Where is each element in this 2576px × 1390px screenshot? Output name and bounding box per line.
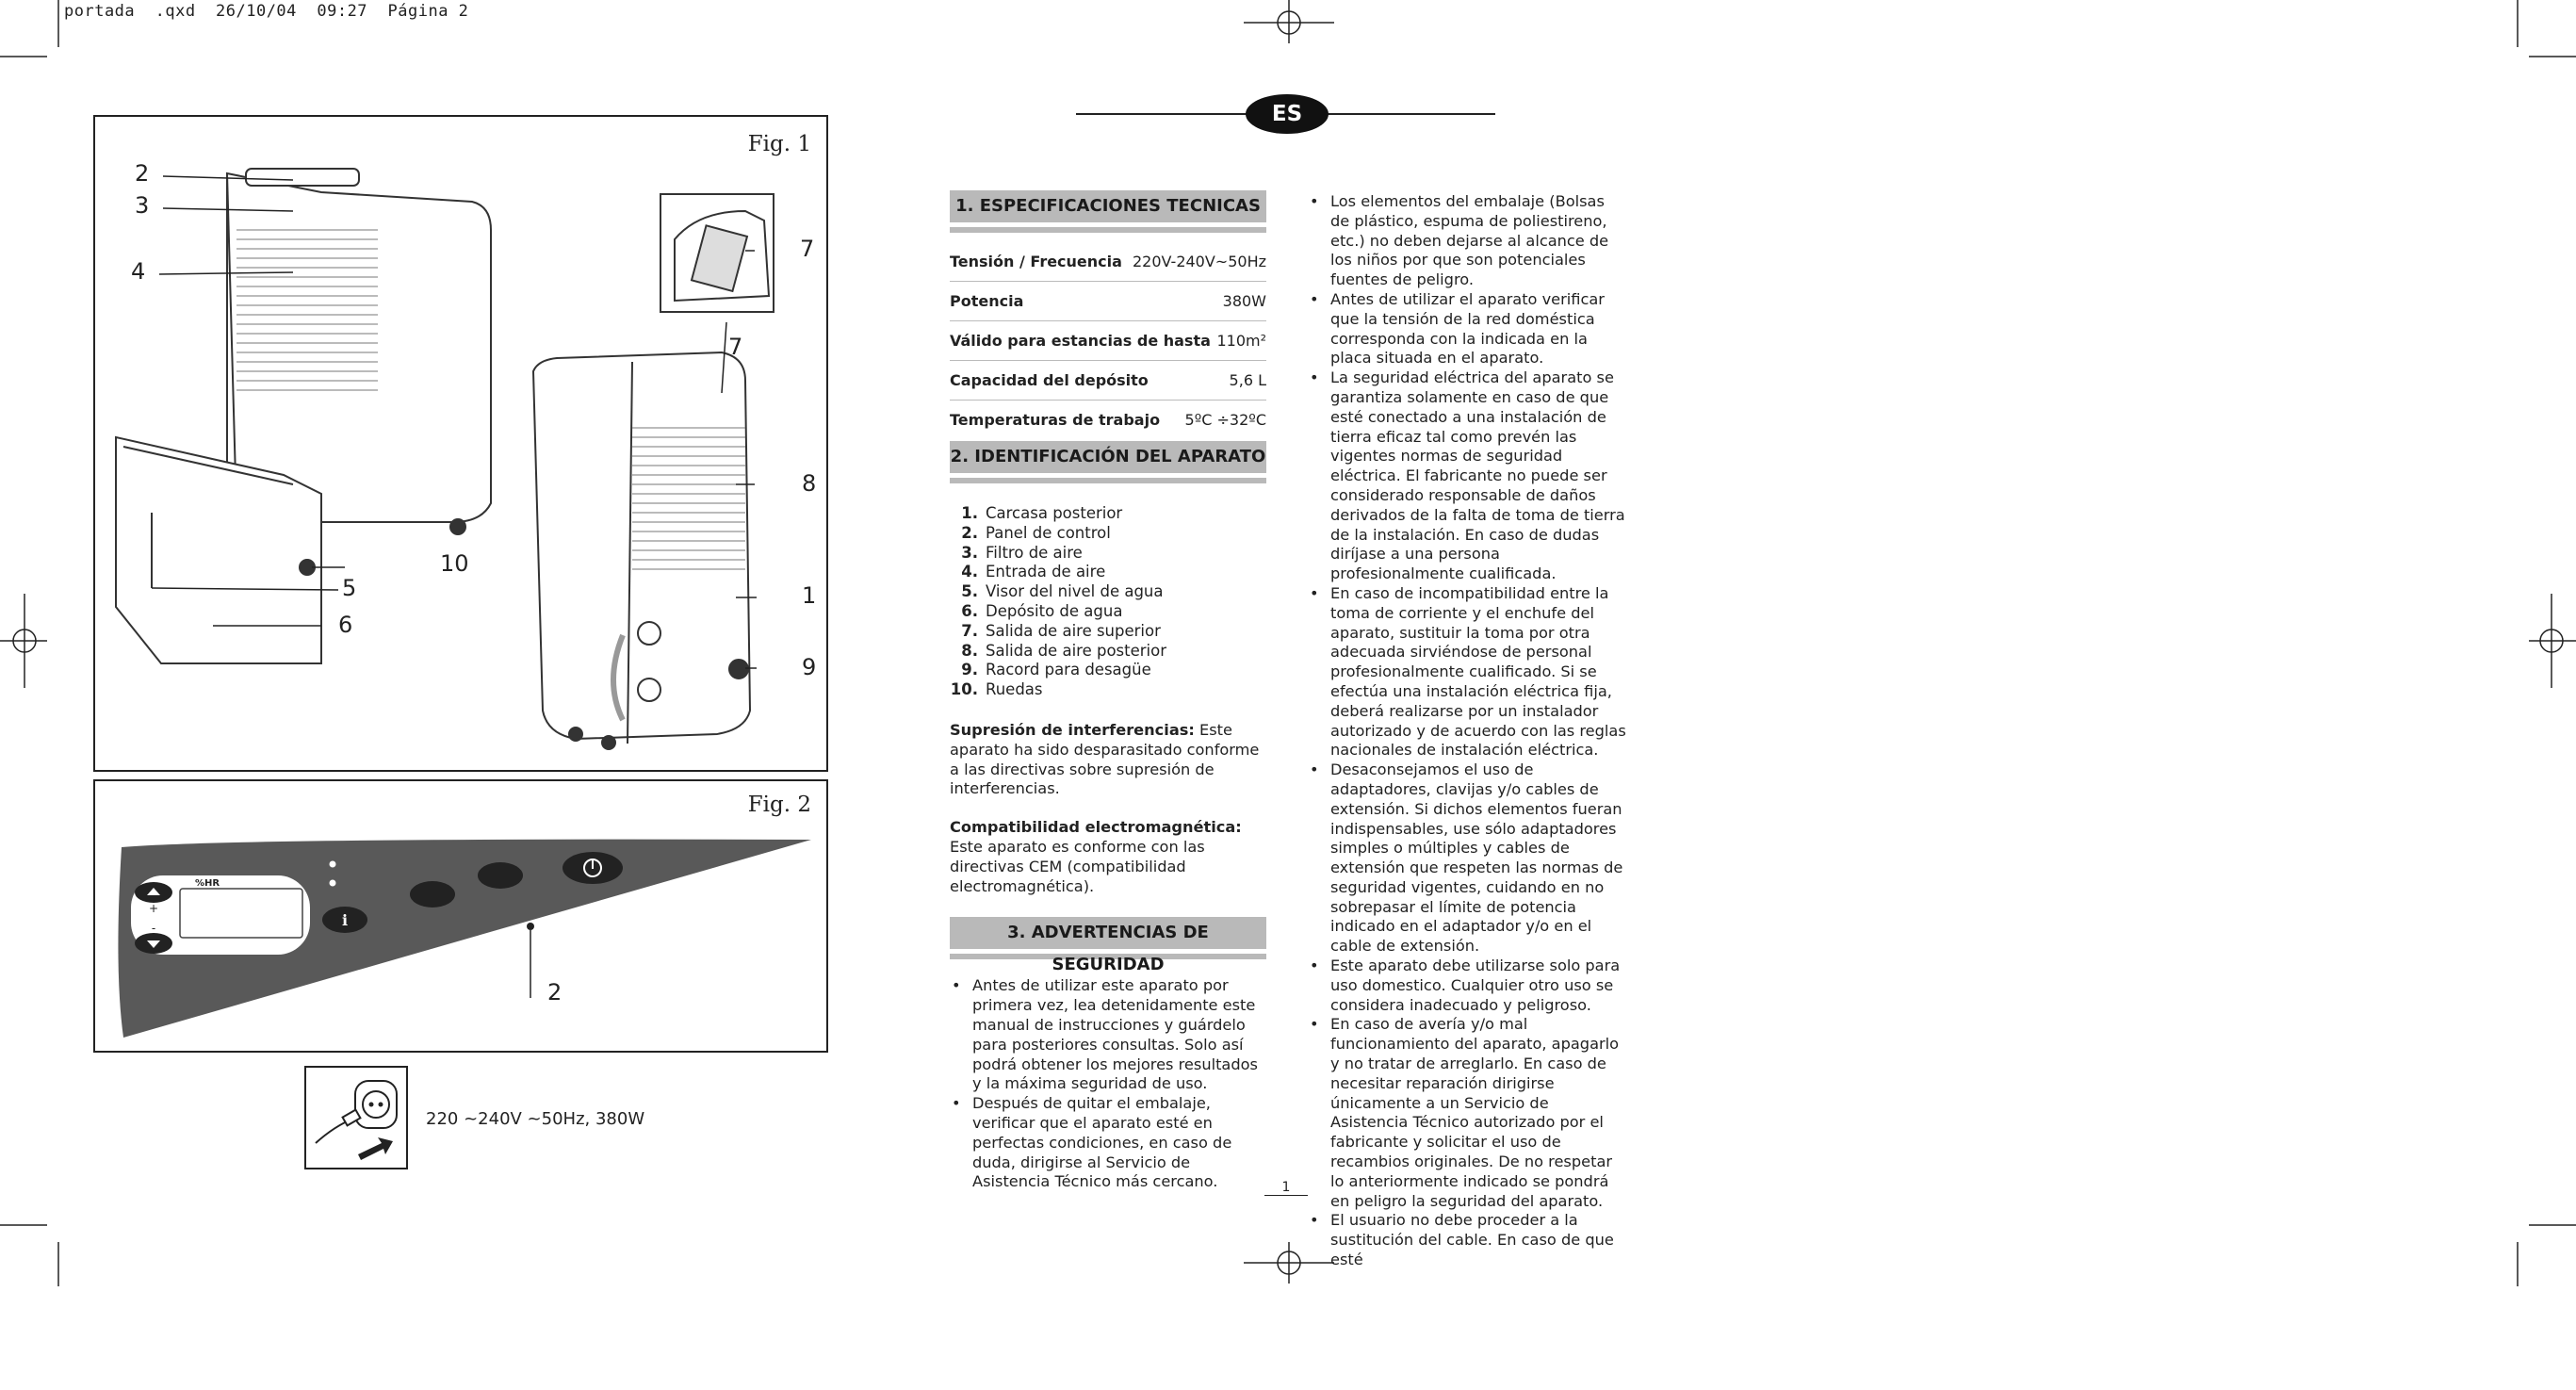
fan-button bbox=[410, 881, 455, 908]
spec-row bbox=[950, 282, 1266, 321]
figure-2-label: Fig. 2 bbox=[747, 793, 811, 817]
lcd-display bbox=[180, 889, 302, 938]
spec-value: 220V-240V~50Hz bbox=[1133, 253, 1266, 270]
list-item: • Desaconsejamos el uso de adaptadores, clavijas y/o cables de extensión. Si dichos elementos fueran indispensables, use sólo adaptadores simples o múltiples y cables de extensión que respeten las normas de seguridad vigentes, cuidando en no sobrepasar el límite de potencia indicado en el adaptador y/o en el cable de extensión. bbox=[1308, 760, 1628, 957]
spec-value: 5,6 L bbox=[1229, 371, 1266, 389]
page-number: 1 bbox=[1264, 1180, 1308, 1196]
svg-text:i: i bbox=[341, 911, 349, 929]
list-item: • Este aparato debe utilizarse solo para uso domestico. Cualquier otro uso se considera inadecuado y peligroso. bbox=[1308, 957, 1628, 1015]
spec-row bbox=[950, 321, 1266, 361]
list-item: 9. Racord para desagüe bbox=[961, 661, 1151, 679]
section-3-title: 3. ADVERTENCIAS DE SEGURIDAD bbox=[950, 917, 1266, 954]
rear-unit bbox=[227, 173, 491, 522]
safety-list-left bbox=[950, 976, 1266, 1192]
list-item: • En caso de avería y/o mal funcionamiento del aparato, apagarlo y no tratar de arreglarlo. En caso de necesitar reparación dirigirse únicamente a un Servicio de Asistencia Técnico autorizado por el fabricante y solicitar el uso de recambios originales. De no respetar lo anteriormente indicado se pondrá en peligro la seguridad del aparato. bbox=[1308, 1015, 1628, 1211]
section-1-title: 1. ESPECIFICACIONES TECNICAS bbox=[950, 190, 1266, 227]
print-header: portada .qxd 26/10/04 09:27 Página 2 bbox=[64, 2, 469, 21]
callout-2: 2 bbox=[135, 160, 150, 187]
emc-paragraph: Compatibilidad electromagnética: Este aparato es conforme con las directivas CEM (compatibilidad electromagnética). bbox=[950, 818, 1242, 895]
safety-list-right bbox=[1308, 192, 1628, 1270]
lcd-humidity-label: %HR bbox=[195, 878, 220, 889]
spec-key: Potencia bbox=[950, 292, 1024, 310]
callout-2-panel: 2 bbox=[547, 979, 562, 1006]
svg-text:+: + bbox=[148, 902, 159, 915]
list-item: • Después de quitar el embalaje, verificar que el aparato esté en perfectas condiciones, en caso de duda, dirigirse al Servicio de Asistencia Técnico más cercano. bbox=[950, 1094, 1266, 1192]
svg-text:-: - bbox=[151, 922, 156, 935]
list-item: 1. Carcasa posterior bbox=[961, 504, 1123, 522]
spec-key: Válido para estancias de hasta bbox=[950, 332, 1211, 350]
spec-row bbox=[950, 242, 1266, 282]
dehumidifier-illustration bbox=[95, 117, 826, 770]
figure-2-frame bbox=[93, 779, 828, 1053]
power-spec-label: 220 ~240V ~50Hz, 380W bbox=[426, 1109, 645, 1129]
spec-row bbox=[950, 361, 1266, 401]
spec-value: 5ºC ÷32ºC bbox=[1184, 411, 1266, 429]
interference-paragraph: Supresión de interferencias: Este aparato ha sido desparasitado conforme a las directivas sobre supresión de interferencias. bbox=[950, 720, 1260, 798]
list-item: • Antes de utilizar este aparato por primera vez, lea detenidamente este manual de instrucciones y guárdelo para posteriores consultas. Solo así podrá obtener los mejores resultados y la máxima seguridad de uso. bbox=[950, 976, 1266, 1094]
spec-value: 380W bbox=[1222, 292, 1266, 310]
callout-9: 9 bbox=[802, 654, 817, 680]
spec-value: 110m² bbox=[1216, 332, 1266, 350]
figure-1-label: Fig. 1 bbox=[747, 132, 811, 156]
control-panel-illustration bbox=[95, 781, 826, 1051]
callout-5: 5 bbox=[342, 575, 357, 601]
list-item: 8. Salida de aire posterior bbox=[961, 641, 1166, 660]
callout-7: 7 bbox=[728, 334, 743, 360]
plug-icon bbox=[304, 1066, 408, 1169]
list-item: 3. Filtro de aire bbox=[961, 543, 1083, 562]
callout-7-inset: 7 bbox=[800, 236, 815, 262]
parts-list bbox=[950, 504, 1266, 700]
list-item: 4. Entrada de aire bbox=[961, 563, 1106, 581]
callout-8: 8 bbox=[802, 470, 817, 497]
list-item: • Los elementos del embalaje (Bolsas de plástico, espuma de poliestireno, etc.) no deben dejarse al alcance de los niños por que son potenciales fuentes de peligro. bbox=[1308, 192, 1628, 290]
specs-table bbox=[950, 242, 1266, 439]
list-item: • En caso de incompatibilidad entre la toma de corriente y el enchufe del aparato, sustituir la toma por otra adecuada sirviéndose de personal profesionalmente cualificado. Si se efectúa una instalación eléctrica fija, deberá realizarse por un instalador autorizado y de acuerdo con las reglas nacionales de instalación eléctrica. bbox=[1308, 584, 1628, 760]
list-item: • El usuario no debe proceder a la sustitución del cable. En caso de que esté bbox=[1308, 1211, 1628, 1269]
carry-handle bbox=[246, 169, 359, 186]
spec-key: Capacidad del depósito bbox=[950, 371, 1149, 389]
callout-10: 10 bbox=[440, 550, 469, 577]
list-item: 5. Visor del nivel de agua bbox=[961, 582, 1164, 601]
list-item: • La seguridad eléctrica del aparato se garantiza solamente en caso de que esté conectado a una instalación de tierra eficaz tal como prevén las vigentes normas de seguridad eléctrica. El fabricante no puede ser considerado responsable de daños derivados de la falta de toma de tierra de la instalación. En caso de dudas diríjase a una persona profesionalmente cualificada. bbox=[1308, 368, 1628, 584]
language-badge: ES bbox=[1246, 94, 1329, 134]
callout-4: 4 bbox=[131, 258, 146, 285]
list-item: • Antes de utilizar el aparato verificar que la tensión de la red doméstica corresponda con la indicada en la placa situada en el aparato. bbox=[1308, 290, 1628, 368]
spec-key: Temperaturas de trabajo bbox=[950, 411, 1161, 429]
list-item: 2. Panel de control bbox=[961, 523, 1111, 542]
callout-1: 1 bbox=[802, 582, 817, 609]
callout-6: 6 bbox=[338, 612, 353, 638]
drain-connector bbox=[729, 660, 748, 679]
list-item: 7. Salida de aire superior bbox=[961, 621, 1161, 640]
spec-row bbox=[950, 401, 1266, 439]
list-item: 6. Depósito de agua bbox=[961, 601, 1123, 620]
section-2-title: 2. IDENTIFICACIÓN DEL APARATO bbox=[950, 441, 1266, 478]
list-item: 10. Ruedas bbox=[950, 680, 1043, 699]
dehumidify-button bbox=[478, 862, 523, 889]
callout-3: 3 bbox=[135, 192, 150, 219]
figure-1-frame bbox=[93, 115, 828, 772]
spec-key: Tensión / Frecuencia bbox=[950, 253, 1122, 270]
